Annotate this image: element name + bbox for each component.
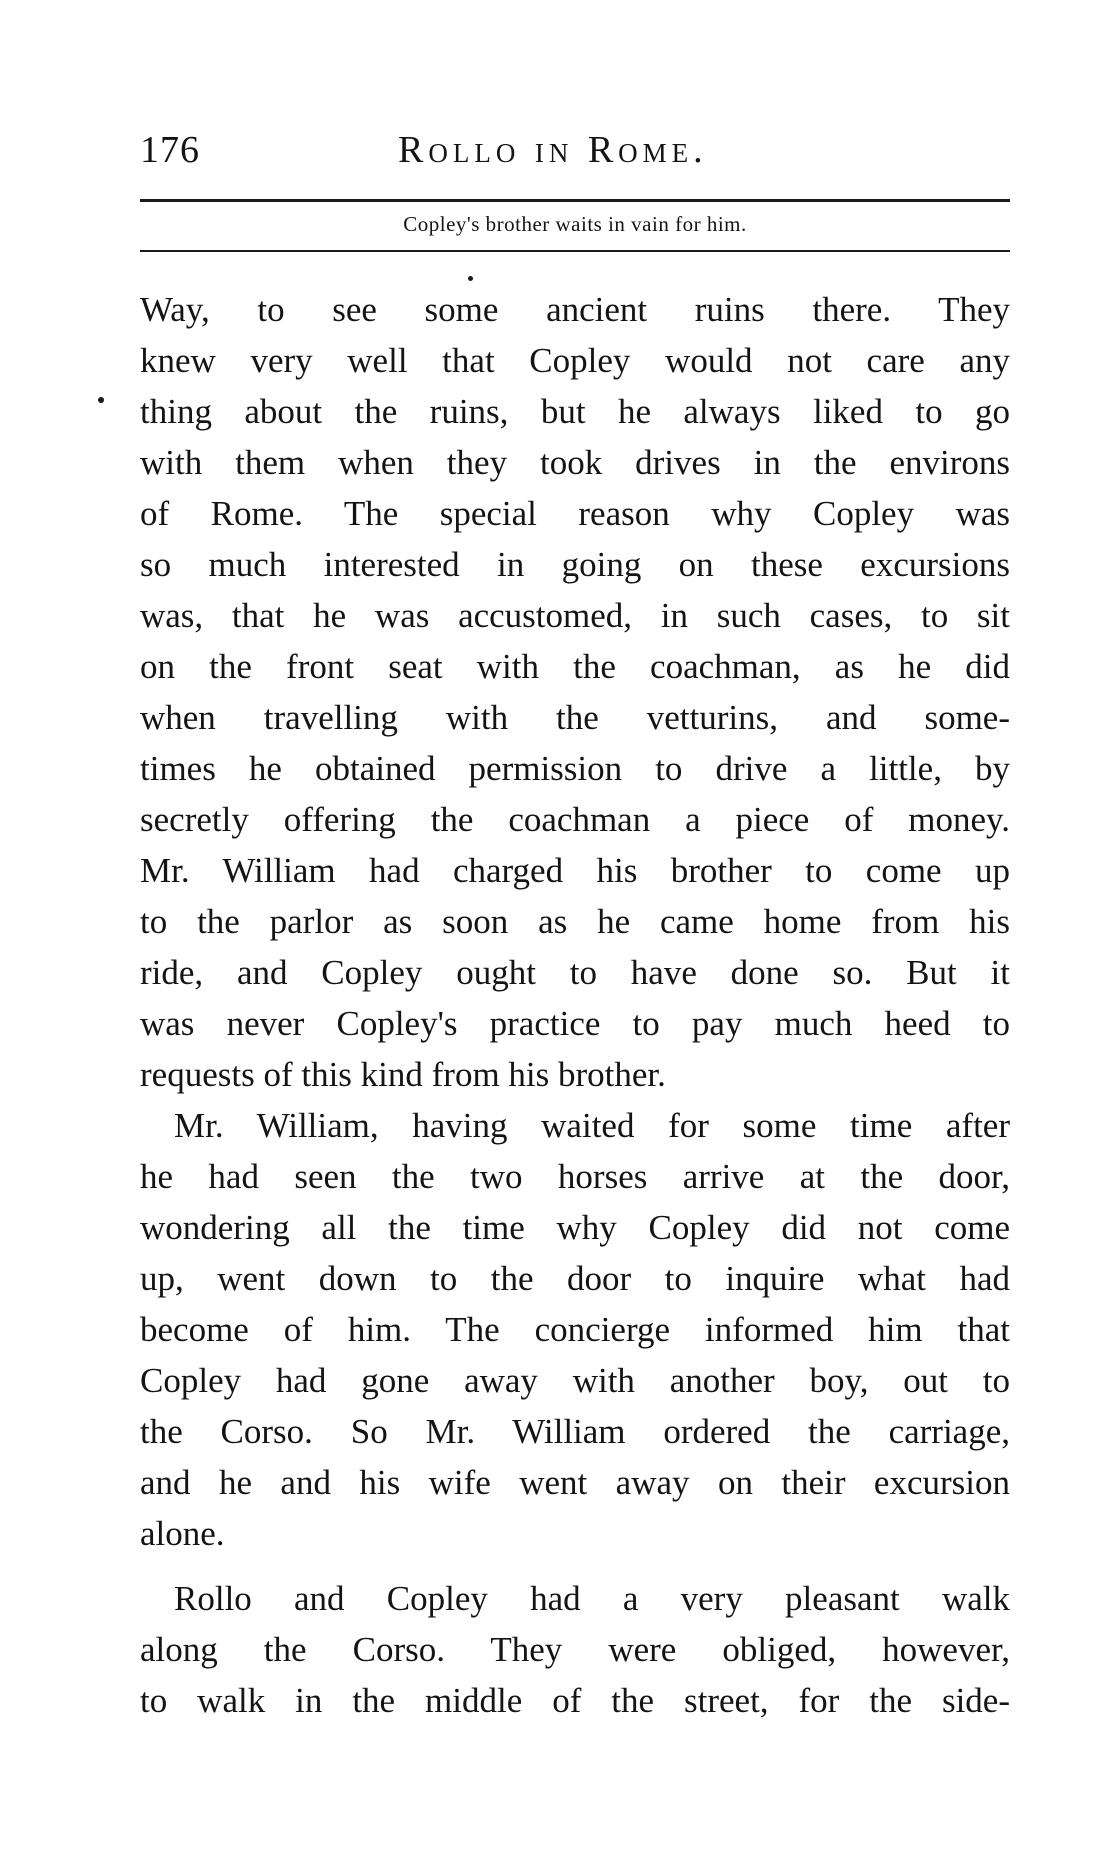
text-line: was never Copley's practice to pay much heed to: [140, 1004, 1010, 1043]
text-line: he had seen the two horses arrive at the door,: [140, 1157, 1010, 1196]
text-line: to walk in the middle of the street, for the side-: [140, 1681, 1010, 1720]
text-line: Mr. William, having waited for some time after: [174, 1106, 1010, 1145]
text-line: become of him. The concierge informed him that: [140, 1310, 1010, 1349]
running-title: Rollo in Rome.: [398, 129, 708, 171]
print-speck: [468, 276, 473, 281]
page-header: [140, 128, 1010, 180]
text-line: requests of this kind from his brother.: [140, 1055, 666, 1094]
text-line: Rollo and Copley had a very pleasant walk: [174, 1579, 1010, 1618]
text-line: Way, to see some ancient ruins there. They: [140, 290, 1010, 329]
text-line: alone.: [140, 1514, 225, 1553]
text-line: of Rome. The special reason why Copley was: [140, 494, 1010, 533]
text-line: knew very well that Copley would not care any: [140, 341, 1010, 380]
margin-dot: [98, 397, 104, 403]
section-subheading: Copley's brother waits in vain for him.: [403, 212, 747, 236]
text-line: to the parlor as soon as he came home from his: [140, 902, 1010, 941]
header-rule-bottom: [140, 250, 1010, 252]
text-line: when travelling with the vetturins, and some-: [140, 698, 1010, 737]
text-line: up, went down to the door to inquire what had: [140, 1259, 1010, 1298]
text-line: so much interested in going on these excursions: [140, 545, 1010, 584]
text-line: ride, and Copley ought to have done so. But it: [140, 953, 1010, 992]
header-rule-top: [140, 199, 1010, 202]
text-line: on the front seat with the coachman, as he did: [140, 647, 1010, 686]
text-line: secretly offering the coachman a piece of money.: [140, 800, 1010, 839]
text-line: Copley had gone away with another boy, out to: [140, 1361, 1010, 1400]
paragraph-gap: [140, 1559, 1010, 1573]
page-number: 176: [140, 129, 200, 171]
text-line: along the Corso. They were obliged, however,: [140, 1630, 1010, 1669]
text-line: and he and his wife went away on their excursion: [140, 1463, 1010, 1502]
text-line: was, that he was accustomed, in such cases, to sit: [140, 596, 1010, 635]
text-line: wondering all the time why Copley did not come: [140, 1208, 1010, 1247]
text-line: times he obtained permission to drive a little, by: [140, 749, 1010, 788]
text-line: Mr. William had charged his brother to come up: [140, 851, 1010, 890]
text-line: with them when they took drives in the environs: [140, 443, 1010, 482]
text-line: thing about the ruins, but he always liked to go: [140, 392, 1010, 431]
body-text: [140, 284, 1010, 1726]
text-line: the Corso. So Mr. William ordered the carriage,: [140, 1412, 1010, 1451]
